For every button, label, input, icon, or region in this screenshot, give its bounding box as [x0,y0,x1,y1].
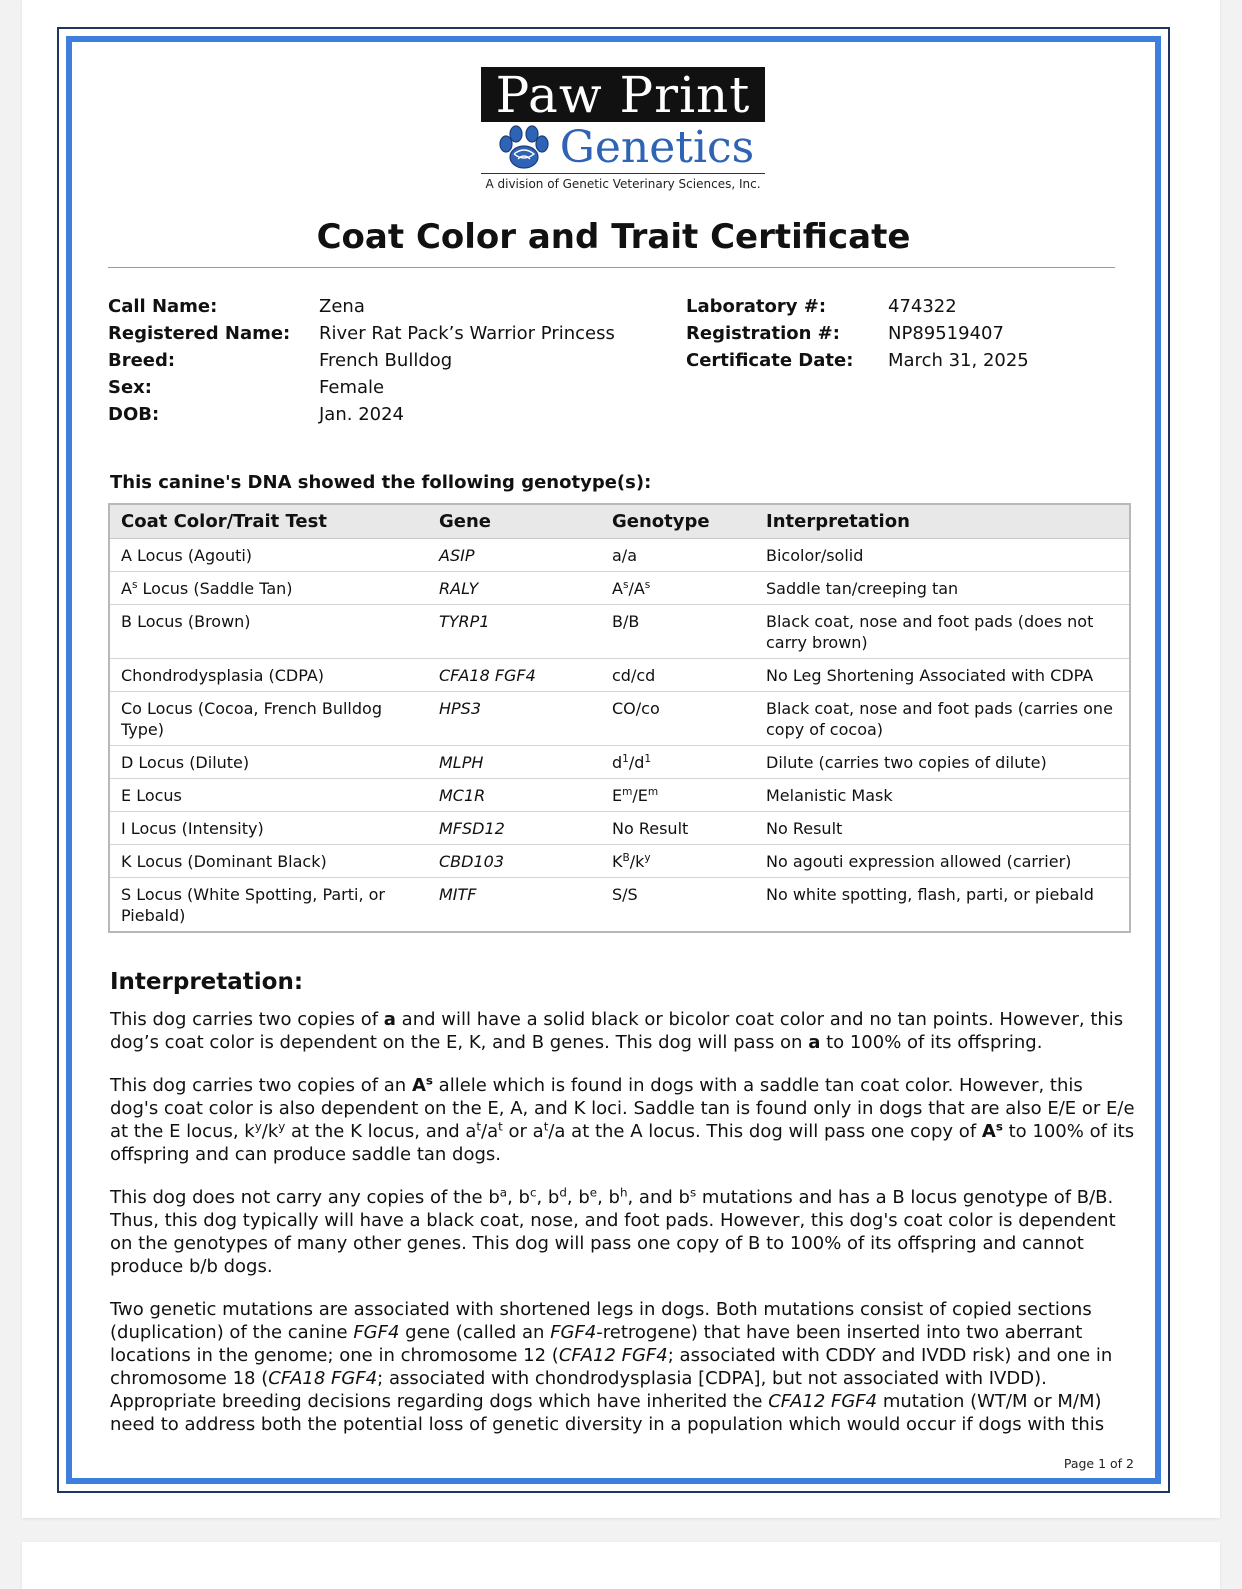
column-header: Gene [428,504,601,538]
info-value: River Rat Pack’s Warrior Princess [319,323,615,344]
interpretation-cell: No agouti expression allowed (carrier) [755,844,1130,877]
gene-cell: ASIP [428,538,601,571]
certificate-page [22,0,1220,1518]
genotype-cell: $d^1/d^1$ [601,745,755,778]
interpretation-cell: Saddle tan/creeping tan [755,571,1130,604]
certificate-title: Coat Color and Trait Certificate [316,217,911,257]
test-cell: S Locus (White Spotting, Parti, or Piebald) [109,877,428,932]
info-label: Breed: [108,350,176,371]
test-cell: K Locus (Dominant Black) [109,844,428,877]
genotype-cell: $A^s/A^s$ [601,571,755,604]
next-page-preview [22,1542,1220,1589]
info-row [108,293,615,320]
info-row [108,347,615,374]
info-label: Registered Name: [108,323,291,344]
table-header-row [109,504,1130,538]
gene-cell: RALY [428,571,601,604]
logo-genetics-text: Genetics [559,121,755,173]
interpretation-paragraph: This dog carries two copies of an $A^s$ allele which is found in dogs with a saddle tan coat color. However, this dog's coat color is also dependent on the E, A, and K loci. Saddle tan is found only in dogs that are also E/E or E/e at the E locus, $k^y/k^y$ at the K locus, and $a^t/a^t$ or $a^t/a$ at the A locus. This dog will pass one copy of $A^s$ to 100% of its offspring and can produce saddle tan dogs. [110,1073,1135,1165]
interpretation-paragraph: Two genetic mutations are associated with shortened legs in dogs. Both mutations consist of copied sections (duplication) of the canine FGF4 gene (called an FGF4-retrogene) that have been inserted into two aberrant locations in the genome; one in chromosome 12 (CFA12 FGF4; associated with CDDY and IVDD risk) and one in chromosome 18 (CFA18 FGF4; associated with chondrodysplasia [CDPA], but not associated with IVDD). Appropriate breeding decisions regarding dogs which have inherited the CFA12 FGF4 mutation (WT/M or M/M) need to address both the potential loss of genetic diversity in a population which would occur if dogs with this [110,1299,1113,1435]
interpretation-cell: No white spotting, flash, parti, or piebald [755,877,1130,932]
info-row [686,347,1029,374]
gene-cell: MFSD12 [428,811,601,844]
test-cell: E Locus [109,778,428,811]
gene-cell: TYRP1 [428,604,601,658]
test-cell: Chondrodysplasia (CDPA) [109,658,428,691]
dog-info-left [108,293,615,428]
gene-cell: MLPH [428,745,601,778]
interpretation-cell: No Result [755,811,1130,844]
info-row [108,374,615,401]
logo-subtitle: A division of Genetic Veterinary Sciences, Inc. [485,177,761,191]
column-header: Interpretation [755,504,1130,538]
paw-icon [492,124,556,172]
test-cell: Co Locus (Cocoa, French Bulldog Type) [109,691,428,745]
column-header: Coat Color/Trait Test [109,504,428,538]
logo-paw-print-text: Paw Print [481,67,765,122]
info-value: French Bulldog [319,350,453,371]
interpretation-paragraph: This dog carries two copies of a and will have a solid black or bicolor coat color and no tan points. However, this dog’s coat color is dependent on the E, K, and B genes. This dog will pass on a to 100% of its offspring. [110,1009,1124,1053]
info-row [108,320,615,347]
interpretation-cell: Dilute (carries two copies of dilute) [755,745,1130,778]
table-row [109,538,1130,571]
genotype-cell: S/S [601,877,755,932]
genotype-cell: a/a [601,538,755,571]
table-row [109,571,1130,604]
info-label: DOB: [108,404,160,425]
gene-cell: MITF [428,877,601,932]
test-cell: A Locus (Agouti) [109,538,428,571]
table-row [109,658,1130,691]
gene-cell: HPS3 [428,691,601,745]
genotype-table [108,503,1131,933]
test-cell: B Locus (Brown) [109,604,428,658]
info-value: March 31, 2025 [888,350,1029,371]
test-cell: $A^s$ Locus (Saddle Tan) [109,571,428,604]
title-divider [108,267,1115,268]
info-row [686,293,1029,320]
info-value: 474322 [888,296,957,317]
table-row [109,844,1130,877]
info-row [108,401,615,428]
info-label: Sex: [108,377,152,398]
info-label: Call Name: [108,296,218,317]
interpretation-cell: Black coat, nose and foot pads (carries one copy of cocoa) [755,691,1130,745]
column-header: Genotype [601,504,755,538]
info-label: Laboratory #: [686,296,827,317]
table-row [109,745,1130,778]
gene-cell: CFA18 FGF4 [428,658,601,691]
info-value: Jan. 2024 [319,404,404,425]
interpretation-cell: No Leg Shortening Associated with CDPA [755,658,1130,691]
info-value: NP89519407 [888,323,1004,344]
test-cell: D Locus (Dilute) [109,745,428,778]
genotype-cell: B/B [601,604,755,658]
table-row [109,691,1130,745]
test-cell: I Locus (Intensity) [109,811,428,844]
info-value: Zena [319,296,365,317]
genotype-cell: $K^B/k^y$ [601,844,755,877]
table-row [109,778,1130,811]
info-label: Certificate Date: [686,350,854,371]
company-logo [481,67,765,191]
genotype-cell: cd/cd [601,658,755,691]
certificate-frame [57,27,1170,1493]
genotype-cell: $E^m/E^m$ [601,778,755,811]
table-row [109,811,1130,844]
gene-cell: MC1R [428,778,601,811]
genotype-cell: No Result [601,811,755,844]
page-number: Page 1 of 2 [1063,1456,1134,1471]
interpretation-cell: Bicolor/solid [755,538,1130,571]
genotype-heading: This canine's DNA showed the following genotype(s): [110,472,652,493]
info-value: Female [319,377,385,398]
interpretation-paragraph: This dog does not carry any copies of the $b^a$, $b^c$, $b^d$, $b^e$, $b^h$, and $b^s$ mutations and has a B locus genotype of B/B. Thus, this dog typically will have a black coat, nose, and foot pads. However, this dog's coat color is dependent on the genotypes of many other genes. This dog will pass one copy of B to 100% of its offspring and cannot produce b/b dogs. [110,1185,1116,1277]
info-row [686,320,1029,347]
interpretation-heading: Interpretation: [110,969,304,995]
interpretation-cell: Black coat, nose and foot pads (does not carry brown) [755,604,1130,658]
genotype-cell: CO/co [601,691,755,745]
info-label: Registration #: [686,323,840,344]
interpretation-cell: Melanistic Mask [755,778,1130,811]
dog-info-right [686,293,1029,374]
gene-cell: CBD103 [428,844,601,877]
table-row [109,877,1130,932]
table-row [109,604,1130,658]
certificate-border [66,36,1161,1484]
